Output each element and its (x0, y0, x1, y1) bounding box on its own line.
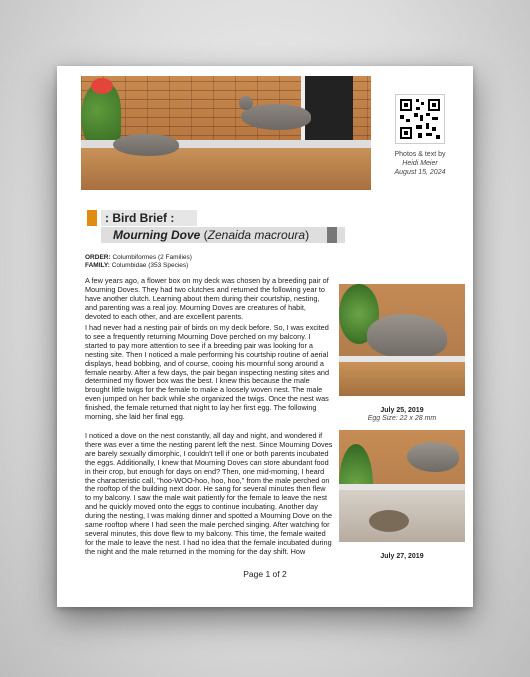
nest-photo-dove (339, 430, 465, 542)
qr-code-icon[interactable] (395, 94, 445, 144)
title-accent-bar (87, 210, 97, 226)
common-name: Mourning Dove (113, 228, 201, 242)
credit-date: August 15, 2024 (394, 169, 446, 176)
order-value: Columbiformes (2 Families) (112, 254, 192, 261)
body-paragraph-1: A few years ago, a flower box on my deck was chosen by a breeding pair of Mourning Doves. They had two clutches and returned the following year to have another clutch. Learning about them during their courtship, nesting, and parenting was a real joy. Mourning Doves are creatures of habit, devoted to each other, and are excellent parents. (85, 276, 329, 321)
order-label: ORDER: (85, 254, 111, 261)
family-label: FAMILY: (85, 262, 110, 269)
photo-credit (379, 150, 461, 177)
scientific-name: Zenaida macroura (207, 228, 306, 242)
taxonomy (85, 254, 192, 270)
document-page (57, 66, 473, 607)
family-value: Columbidae (353 Species) (111, 262, 189, 269)
body-paragraph-3: I noticed a dove on the nest constantly, all day and night, and wondered if there was ever a time the nesting parent left the nest. Since Mourning Doves are barely sexually dimorphic, I couldn't tell if one or both parents incubated the eggs. Additionally, I knew that Mourning Doves can store abundant food in their crop, but enough for days on end? Then, one mid-morning, I heard the characteristic call, "hoo-WOO-hoo, hoo, hoo," from the male perched on the rooftop of the building next door. He sang for several minutes then flew to my balcony. I saw the male wait patiently for the female to leave the nest and he quickly moved onto the eggs to continue incubating. Another day during the nesting, I was making dinner and spotted a Mourning Dove on the same rooftop where I had seen the male perched singing. After watching for several minutes, this dove flew to my balcony. This time, the female waited for the male to leave the nest. I had no idea that the female incubated during the night and the male returned in the morning for the day shift. How (85, 431, 333, 556)
credit-line: Photos & text by (394, 151, 446, 158)
nest-photo-eggs (339, 284, 465, 396)
caption-date-2: July 27, 2019 (380, 553, 424, 560)
caption-photo-1 (339, 407, 465, 423)
page-number: Page 1 of 2 (243, 569, 287, 579)
hero-photo-doves (81, 76, 371, 190)
bird-brief-label: : Bird Brief : (101, 210, 197, 226)
page-title: Mourning Dove (Zenaida macroura) (101, 227, 345, 243)
caption-date-1: July 25, 2019 (380, 407, 424, 414)
caption-photo-2 (339, 553, 465, 561)
caption-egg-size: Egg Size: 22 x 28 mm (367, 415, 437, 422)
body-paragraph-2: I had never had a nesting pair of birds on my deck before. So, I was excited to see a frequently returning Mourning Dove perched on my balcony. I started to pay more attention to see if a breeding pair was looking for a nesting site. Then I noticed a male performing his courtship routine of aerial displays, head bobbing, and of course, cooing his mournful song around a female nearby. After a few days, the pair began inspecting nesting sites and determined my flower box was the best. I knew this because the male brought little twigs for the female to make a loosely woven nest. The male even jumped on her back while she organized the twigs. Once the nest was finished, the female returned that night to lay her first egg. The following morning, she laid her final egg. (85, 323, 330, 422)
title-end-bar (327, 227, 337, 243)
credit-author: Heidi Meier (402, 160, 438, 167)
